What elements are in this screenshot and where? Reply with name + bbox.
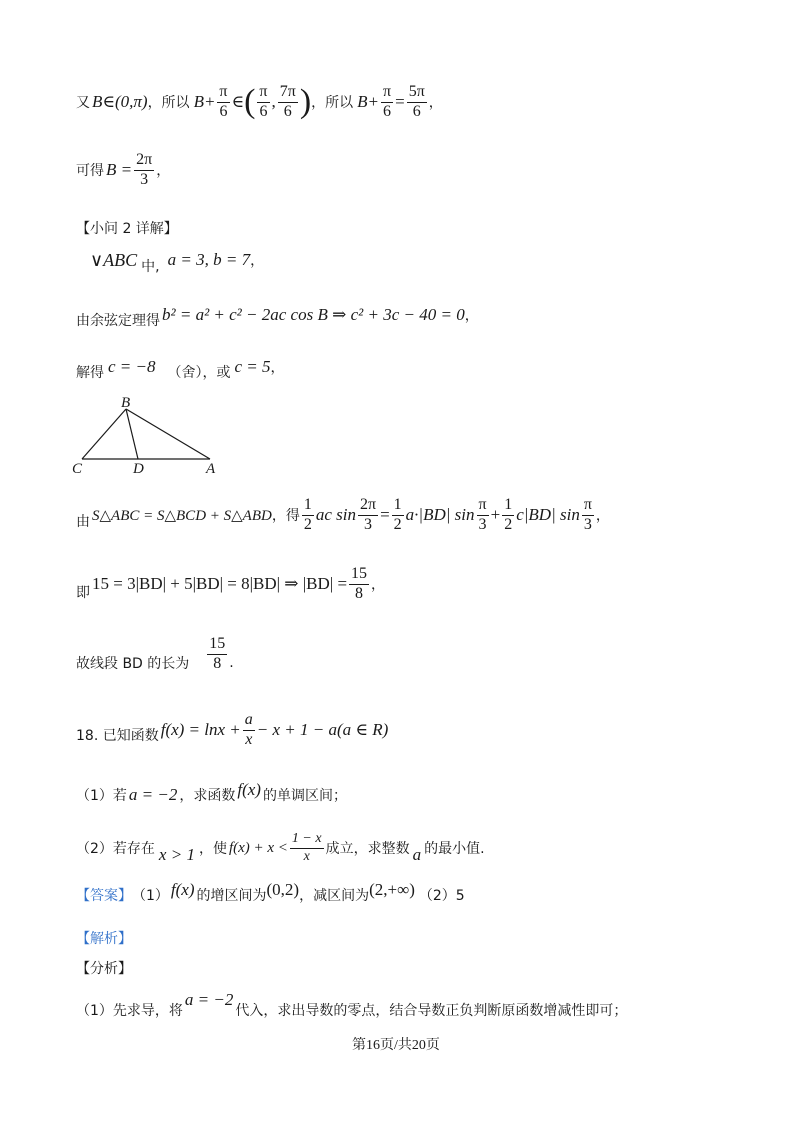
analysis-tag: 【解析】: [76, 931, 132, 947]
fraction: $\frac{\pi}{6}$: [259, 83, 268, 120]
label-c: C: [72, 461, 83, 475]
text: （1）若: [76, 788, 127, 804]
text: 18. 已知函数: [76, 728, 159, 744]
math: ,: [271, 92, 276, 111]
text: ，: [156, 163, 171, 179]
math: f(x) + x <: [228, 839, 288, 856]
line-1: [76, 80, 443, 124]
line-5: [76, 352, 285, 382]
interval-open: (: [244, 83, 256, 120]
math: ∈: [231, 92, 245, 111]
text: （舍），或: [167, 365, 231, 381]
text: 的单调区间；: [262, 788, 347, 804]
fraction: $\frac{1 - x}{x}$: [291, 831, 322, 864]
math: +: [490, 505, 501, 524]
fraction: $\frac{a}{x}$: [244, 711, 253, 748]
line-3: [90, 245, 264, 275]
math: a: [412, 845, 422, 864]
math: (2,+∞): [369, 880, 415, 899]
text: 解得: [76, 365, 104, 381]
text: ，所以: [311, 95, 354, 111]
page-number: 第16页/共20页: [352, 1038, 440, 1053]
math: − x + 1 − a(a ∈ R): [256, 720, 389, 739]
fraction: $\frac{\pi}{3}$: [478, 496, 487, 533]
math: B+: [357, 92, 380, 111]
text: （1）先求导，将: [76, 1003, 183, 1019]
text: .: [229, 655, 234, 671]
math: c|BD| sin: [516, 505, 580, 524]
line-4: [76, 300, 479, 330]
text: 代入，求出导数的零点，结合导数正负判断原函数增减性即可；: [235, 1003, 628, 1019]
text: 故线段 BD 的长为: [76, 656, 190, 672]
text: 的增区间为: [196, 888, 267, 904]
math: 15 = 3|BD| + 5|BD| = 8|BD| ⇒ |BD| =: [92, 574, 348, 593]
line-2: [76, 148, 170, 192]
fraction: $\frac{2\pi}{3}$: [136, 151, 153, 188]
analysis-heading: 【分析】: [76, 961, 132, 977]
text: 可得: [76, 163, 104, 179]
math: c = 5: [234, 357, 271, 376]
text: （2）5: [418, 888, 465, 904]
fraction: $\frac{\pi}{6}$: [383, 83, 392, 120]
fraction: $\frac{\pi}{3}$: [583, 496, 592, 533]
text: 即: [76, 585, 90, 601]
math: f(x) = lnx +: [160, 720, 241, 739]
fraction: $\frac{5\pi}{6}$: [408, 83, 425, 120]
math: f(x): [170, 880, 195, 899]
line-7: [76, 562, 385, 606]
math: f(x): [237, 780, 261, 799]
math: B∈(0,π): [92, 92, 148, 111]
text: 中,: [141, 259, 160, 275]
last-line: [76, 988, 627, 1020]
side-cb: [82, 409, 126, 459]
text: ，减区间为: [299, 888, 370, 904]
text: ，: [371, 577, 386, 593]
label-a: A: [206, 461, 216, 475]
math: b² = a² + c² − 2ac cos B ⇒ c² + 3c − 40 = 0: [162, 305, 465, 324]
fraction: $\frac{15}{8}$: [351, 565, 368, 602]
segment-bd: [126, 409, 138, 459]
text: ，: [464, 308, 479, 324]
math: B =: [106, 160, 133, 179]
text: 的最小值.: [424, 841, 485, 857]
text: ，: [428, 95, 443, 111]
question-18-part-2: [76, 826, 485, 870]
math: ∨ABC: [90, 249, 138, 270]
label-b: B: [121, 395, 131, 411]
triangle-figure: [68, 395, 228, 475]
section-heading: 【小问 2 详解】: [76, 221, 178, 237]
math: a = 3, b = 7: [167, 250, 251, 269]
math: a = −2: [184, 990, 234, 1009]
text: ，得: [271, 508, 300, 524]
fraction: $\frac{1}{2}$: [504, 496, 513, 533]
line-6: [76, 493, 610, 537]
question-18: [76, 708, 388, 752]
text: ，求函数: [179, 788, 236, 804]
text: ，所以: [147, 95, 190, 111]
fraction: $\frac{\pi}{6}$: [219, 83, 228, 120]
line-8: [76, 632, 234, 676]
answer-tag: 【答案】: [76, 888, 132, 904]
text: （1）: [132, 888, 169, 904]
math: S△ABC = S△BCD + S△ABD: [92, 507, 272, 524]
math: =: [395, 92, 405, 111]
fraction: $\frac{1}{2}$: [393, 496, 402, 533]
interval-close: ): [299, 83, 312, 120]
label-d: D: [133, 461, 144, 475]
fraction: $\frac{15}{8}$: [209, 635, 226, 672]
math: a·|BD| sin: [405, 505, 475, 524]
text: ，: [595, 508, 610, 524]
text: 由: [76, 514, 90, 530]
answer: [76, 880, 465, 910]
math: ac sin: [315, 505, 356, 524]
math: (0,2): [266, 880, 300, 899]
text: ，: [270, 360, 285, 376]
side-ba: [126, 409, 210, 459]
text: ，使: [198, 841, 227, 857]
text: 成立，求整数: [325, 841, 410, 857]
math: =: [380, 505, 390, 524]
math: B+: [193, 92, 216, 111]
text: ，: [250, 253, 265, 269]
text: （2）若存在: [76, 841, 155, 857]
text: 又: [76, 95, 90, 111]
question-18-part-1: [76, 780, 347, 810]
fraction: $\frac{2\pi}{3}$: [359, 496, 377, 533]
math: x > 1: [158, 845, 195, 864]
math: c = −8: [108, 357, 156, 376]
fraction: $\frac{7\pi}{6}$: [279, 83, 296, 120]
fraction: $\frac{1}{2}$: [303, 496, 312, 533]
math: a = −2: [128, 785, 178, 804]
text: 由余弦定理得: [76, 313, 160, 329]
